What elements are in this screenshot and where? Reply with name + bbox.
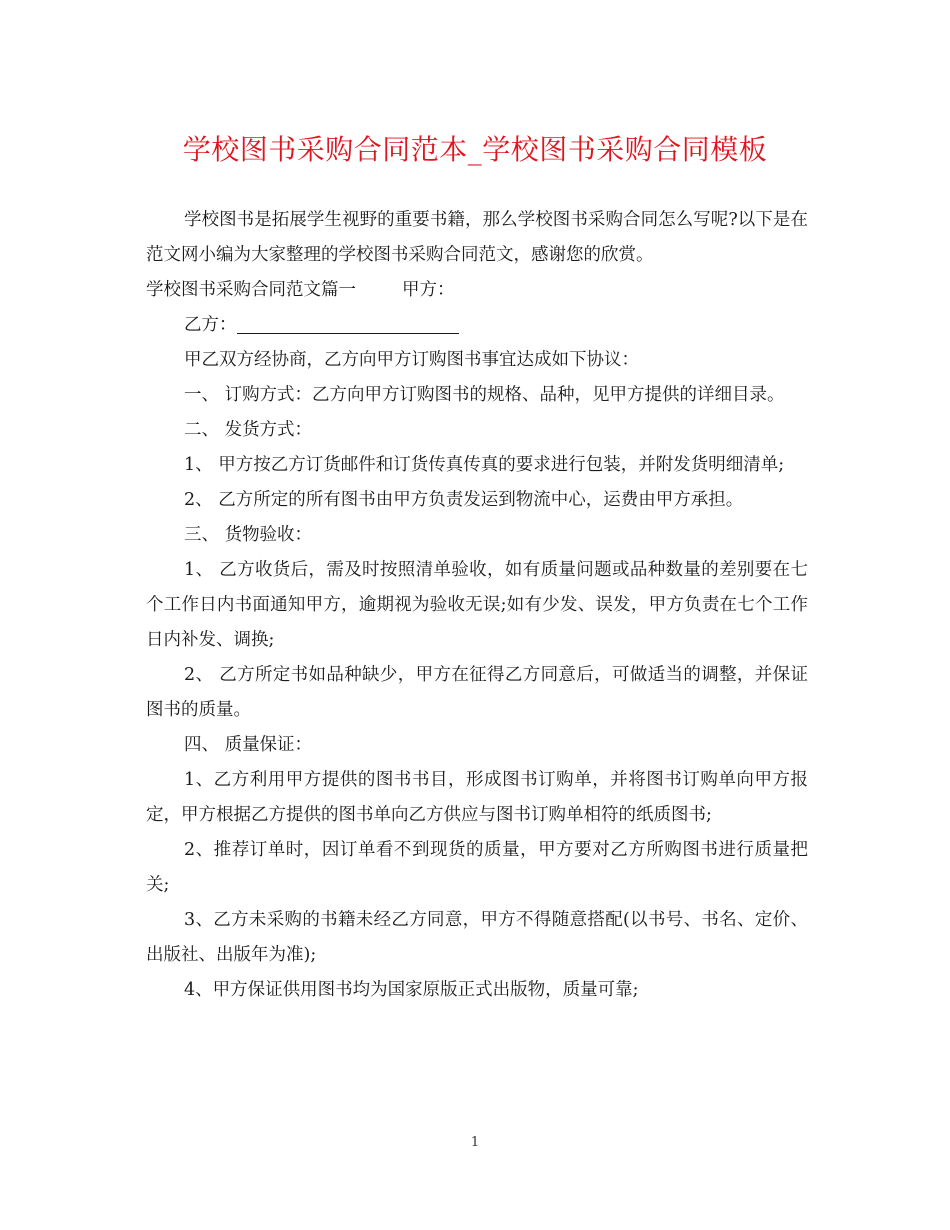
- clause-shipping-1: 1、 甲方按乙方订货邮件和订货传真传真的要求进行包装，并附发货明细清单;: [184, 455, 785, 475]
- clause-inspection-heading: 三、 货物验收：: [184, 525, 313, 545]
- party-a-label: 甲方：: [402, 280, 455, 300]
- clause-shipping-2: 2、 乙方所定的所有图书由甲方负责发运到物流中心，运费由甲方承担。: [184, 490, 744, 510]
- intro-paragraph: 学校图书是拓展学生视野的重要书籍，那么学校图书采购合同怎么写呢?以下是在范文网小编为大家整理的学校图书采购合同范文，感谢您的欣赏。: [146, 210, 808, 265]
- page-number: 1: [470, 1135, 480, 1150]
- clause-shipping-heading: 二、 发货方式：: [184, 420, 313, 440]
- agreement-intro: 甲乙双方经协商，乙方向甲方订购图书事宜达成如下协议：: [184, 350, 639, 370]
- document-body: [146, 203, 808, 1008]
- clause-quality-3: 3、乙方未采购的书籍未经乙方同意，甲方不得随意搭配(以书号、书名、定价、出版社、出版年为准);: [146, 910, 808, 965]
- clause-quality-4: 4、甲方保证供用图书均为国家原版正式出版物，质量可靠;: [184, 980, 639, 1000]
- clause-quality-2: 2、推荐订单时，因订单看不到现货的质量，甲方要对乙方所购图书进行质量把关;: [146, 840, 808, 895]
- clause-inspection-2: 2、 乙方所定书如品种缺少，甲方在征得乙方同意后，可做适当的调整，并保证图书的质量。: [146, 665, 808, 720]
- clause-inspection-1: 1、 乙方收货后，需及时按照清单验收，如有质量问题或品种数量的差别要在七个工作日内书面通知甲方，逾期视为验收无误;如有少发、误发，甲方负责在七个工作日内补发、调换;: [146, 560, 808, 650]
- section-title: 学校图书采购合同范文篇一: [146, 280, 356, 300]
- section-heading-line: [146, 273, 808, 308]
- clause-quality-1: 1、乙方利用甲方提供的图书书目，形成图书订购单，并将图书订购单向甲方报定，甲方根据乙方提供的图书单向乙方供应与图书订购单相符的纸质图书;: [146, 770, 808, 825]
- party-b-line: [146, 308, 808, 343]
- clause-ordering-method: 一、 订购方式：乙方向甲方订购图书的规格、品种，见甲方提供的详细目录。: [184, 385, 785, 405]
- document-title: 学校图书采购合同范本_学校图书采购合同模板: [182, 133, 768, 166]
- clause-quality-heading: 四、 质量保证：: [184, 735, 313, 755]
- party-b-label: 乙方：: [184, 315, 237, 335]
- party-b-blank: [237, 311, 459, 334]
